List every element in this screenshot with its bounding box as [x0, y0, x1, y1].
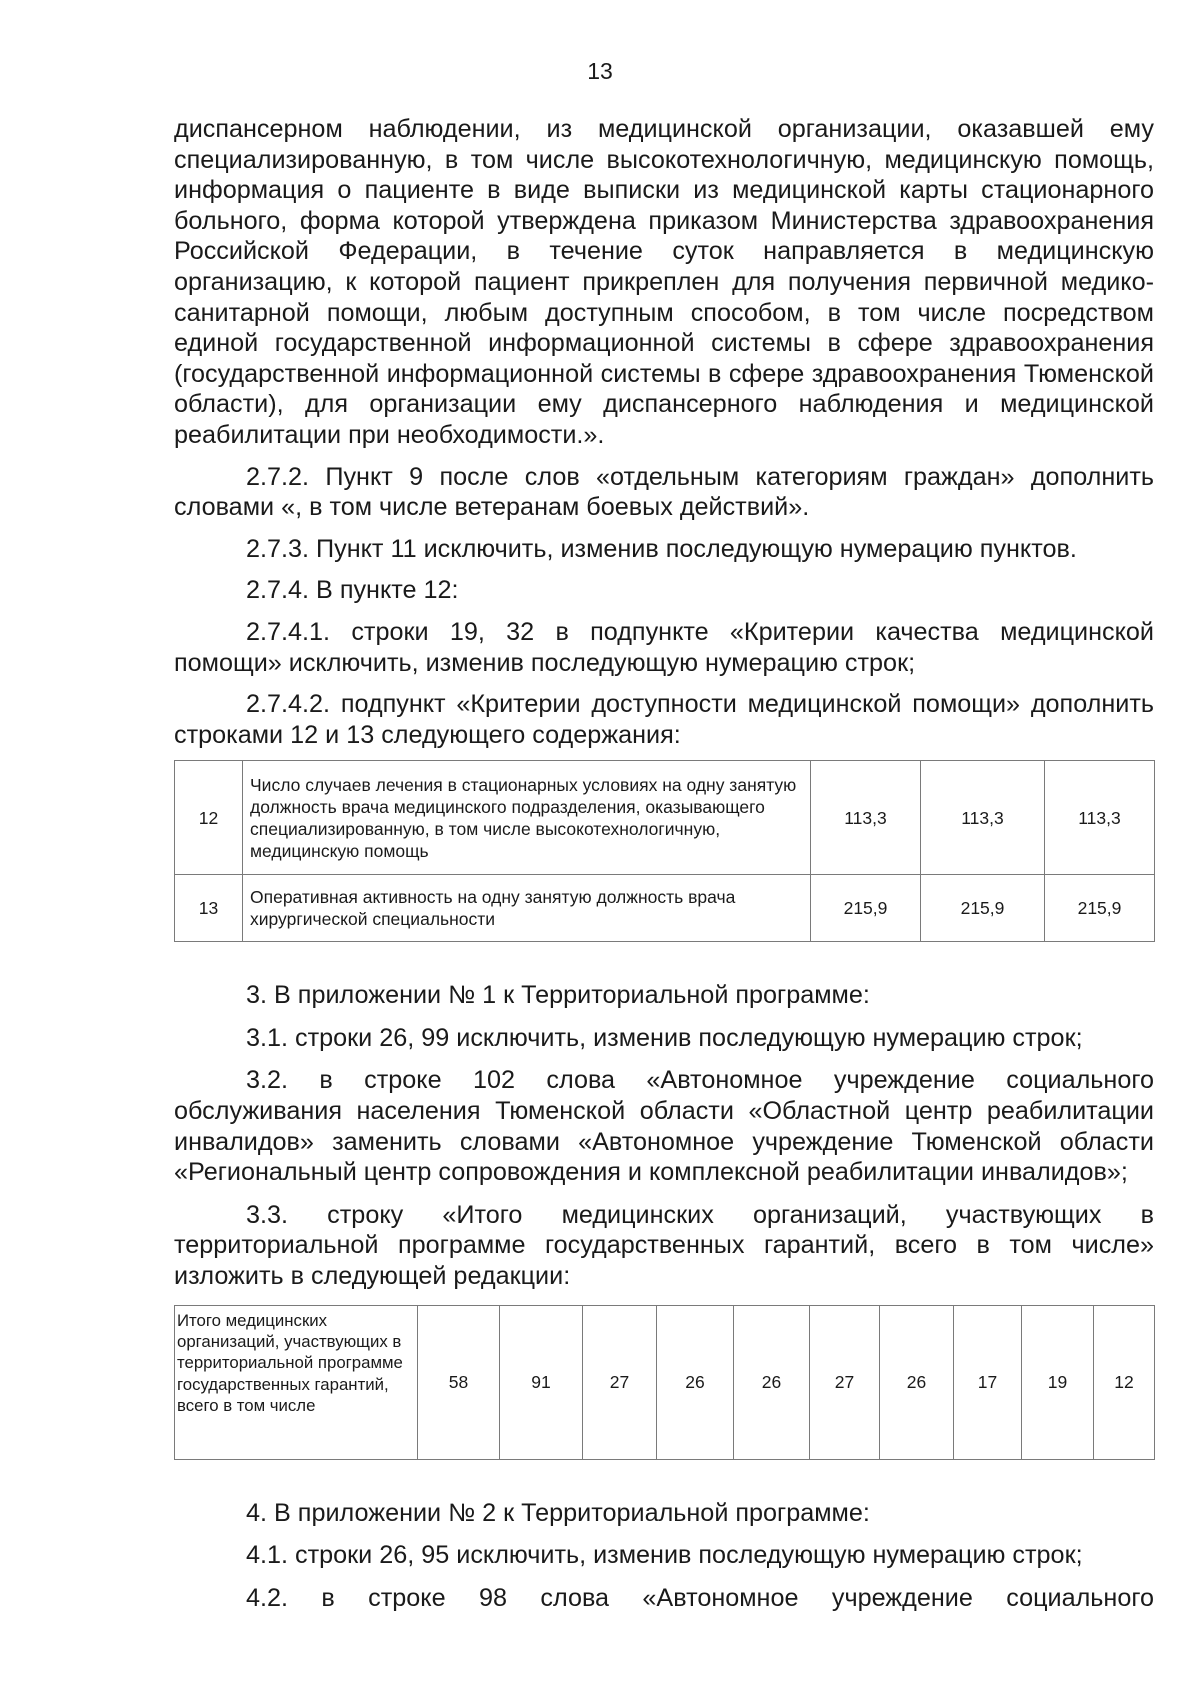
total-value: 27: [810, 1305, 880, 1459]
row-description: Оперативная активность на одну занятую должность врача хирургической специальности: [243, 875, 811, 942]
total-value: 27: [583, 1305, 657, 1459]
document-body: [174, 114, 1154, 1613]
table-row: [175, 761, 1155, 875]
paragraph-2-7-4: 2.7.4. В пункте 12:: [246, 576, 459, 605]
paragraph-2-7-4-2: 2.7.4.2. подпункт «Критерии доступности медицинской помощи» дополнить строками 12 и 13 следующего содержания:: [174, 690, 1154, 749]
total-value: 58: [418, 1305, 500, 1459]
total-value: 26: [657, 1305, 734, 1459]
row-value: 113,3: [811, 761, 921, 875]
paragraph-4: 4. В приложении № 2 к Территориальной программе:: [246, 1498, 870, 1527]
total-value: 91: [500, 1305, 583, 1459]
paragraph-3: 3. В приложении № 1 к Территориальной программе:: [246, 981, 870, 1010]
row-number: 13: [175, 875, 243, 942]
row-value: 113,3: [921, 761, 1045, 875]
row-value: 215,9: [921, 875, 1045, 942]
row-value: 215,9: [1045, 875, 1155, 942]
paragraph-4-2: 4.2. в строке 98 слова «Автономное учреждение социального: [246, 1583, 1154, 1612]
row-value: 113,3: [1045, 761, 1155, 875]
row-description: Число случаев лечения в стационарных условиях на одну занятую должность врача медицинского подразделения, оказывающего специализированную, в том числе высокотехнологичную, медицинскую помощь: [243, 761, 811, 875]
paragraph-3-1: 3.1. строки 26, 99 исключить, изменив последующую нумерацию строк;: [246, 1023, 1083, 1052]
paragraph-3-2: 3.2. в строке 102 слова «Автономное учреждение социального обслуживания населения Тюменской области «Областной центр реабилитации инвалидов» заменить словами «Автономное учреждение Тюменской области «Региональный центр сопровождения и комплексной реабилитации инвалидов»;: [174, 1066, 1154, 1187]
paragraph-2-7-2: 2.7.2. Пункт 9 после слов «отдельным категориям граждан» дополнить словами «, в том числе ветеранам боевых действий».: [174, 462, 1154, 522]
paragraph-4-1: 4.1. строки 26, 95 исключить, изменив последующую нумерацию строк;: [246, 1541, 1083, 1570]
total-table: [174, 1305, 1155, 1460]
paragraph-2-7-3: 2.7.3. Пункт 11 исключить, изменив последующую нумерацию пунктов.: [246, 534, 1077, 563]
criteria-table: [174, 760, 1155, 942]
row-number: 12: [175, 761, 243, 875]
total-label: Итого медицинских организаций, участвующих в территориальной программе государственных гарантий, всего в том числе: [175, 1305, 418, 1459]
row-value: 215,9: [811, 875, 921, 942]
table-row: [175, 1305, 1155, 1459]
total-value: 26: [734, 1305, 810, 1459]
table-row: [175, 875, 1155, 942]
total-value: 17: [954, 1305, 1022, 1459]
page-number: 13: [587, 58, 613, 84]
total-value: 26: [880, 1305, 954, 1459]
paragraph-3-3: 3.3. строку «Итого медицинских организаций, участвующих в территориальной программе государственных гарантий, всего в том числе» изложить в следующей редакции:: [174, 1200, 1154, 1291]
total-value: 12: [1094, 1305, 1155, 1459]
total-value: 19: [1022, 1305, 1094, 1459]
paragraph-continuation: диспансерном наблюдении, из медицинской организации, оказавшей ему специализированную, в том числе высокотехнологичную, медицинскую помощь, информация о пациенте в виде выписки из медицинской карты стационарного больного, форма которой утверждена приказом Министерства здравоохранения Российской Федерации, в течение суток направляется в медицинскую организацию, к которой пациент прикреплен для получения первичной медико-санитарной помощи, любым доступным способом, в том числе посредством единой государственной информационной системы в сфере здравоохранения (государственной информационной системы в сфере здравоохранения Тюменской области), для организации ему диспансерного наблюдения и медицинской реабилитации при необходимости.».: [174, 115, 1154, 449]
paragraph-2-7-4-1: 2.7.4.1. строки 19, 32 в подпункте «Критерии качества медицинской помощи» исключить, изменив последующую нумерацию строк;: [174, 617, 1154, 677]
